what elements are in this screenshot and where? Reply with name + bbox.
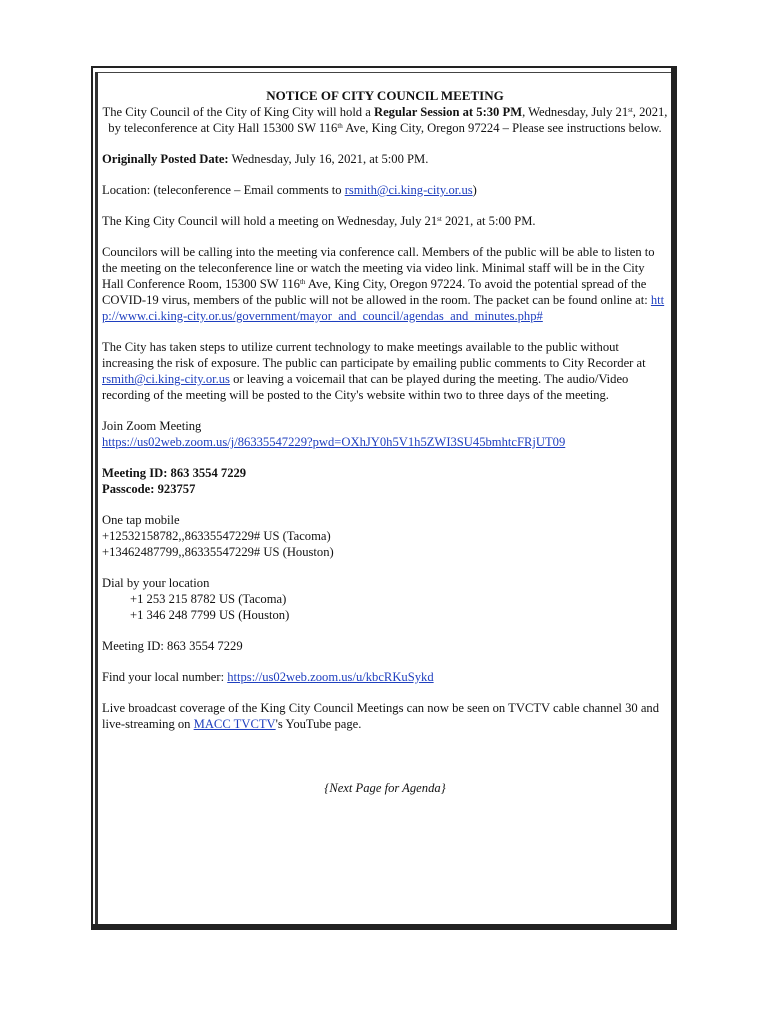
one-tap-label: One tap mobile	[102, 513, 180, 527]
zoom-passcode: Passcode: 923757	[102, 482, 196, 496]
agenda-packet-link[interactable]: http://www.ci.king-city.or.us/government/mayor_and_council/agendas_and_minutes.php#	[102, 293, 665, 323]
zoom-meeting-link[interactable]: https://us02web.zoom.us/j/86335547229?pwd=OXhJY0h5V1h5ZWI3SU45bmhtcFRjUT09	[102, 435, 566, 449]
border-shade-right	[671, 68, 676, 928]
intro-text-1: The City Council of the City of King City will hold a	[102, 105, 374, 119]
councilors-paragraph	[102, 244, 668, 324]
intro-text-2: , Wednesday, July 21	[522, 105, 629, 119]
intro-text-3: , 2021, by teleconference at City Hall 15300 SW 116	[108, 105, 668, 135]
macc-tvctv-link[interactable]: MACC TVCTV	[193, 717, 276, 731]
councilors-sup: th	[299, 278, 306, 286]
local-number-label: Find your local number:	[102, 670, 228, 684]
meeting-line-text: The King City Council will hold a meeting on Wednesday, July 21	[102, 214, 438, 228]
notice-content	[102, 88, 668, 796]
location-email-link[interactable]: rsmith@ci.king-city.or.us	[344, 183, 473, 197]
zoom-meeting-id: Meeting ID: 863 3554 7229	[102, 466, 247, 480]
councilors-text-2: Ave, King City, Oregon 97224. To avoid the potential spread of the COVID-19 virus, members of the public will not be allowed in the room. The packet can be found online at:	[102, 277, 651, 307]
technology-paragraph	[102, 339, 668, 403]
intro-sup-1: st	[628, 106, 633, 114]
intro-text-4: Ave, King City, Oregon 97224 – Please see instructions below.	[342, 121, 662, 135]
border-shade-bottom	[93, 924, 676, 929]
dial-tacoma: +1 253 215 8782 US (Tacoma)	[130, 592, 287, 606]
meeting-line	[102, 213, 668, 229]
one-tap-houston: +13462487799,,86335547229# US (Houston)	[102, 545, 334, 559]
location-line	[102, 182, 668, 198]
councilors-text-1: Councilors will be calling into the meeting via conference call. Members of the public will be able to listen to the meeting on the teleconference line or watch the meeting via video link. Minimal staff will be in the City Hall Conference Room, 15300 SW 116	[102, 245, 655, 291]
location-close: )	[472, 183, 477, 197]
meeting-line-end: 2021, at 5:00 PM.	[441, 214, 536, 228]
next-page-note: {Next Page for Agenda}	[324, 781, 446, 795]
broadcast-text-1: Live broadcast coverage of the King City Council Meetings can now be seen on TVCTV cable channel 30 and live-streaming on	[102, 701, 659, 731]
intro-paragraph	[102, 104, 668, 136]
notice-title: NOTICE OF CITY COUNCIL MEETING	[266, 88, 504, 103]
local-number-link[interactable]: https://us02web.zoom.us/u/kbcRKuSykd	[227, 670, 434, 684]
broadcast-paragraph	[102, 700, 668, 732]
location-text: Location: (teleconference – Email comments to	[102, 183, 345, 197]
zoom-label: Join Zoom Meeting	[102, 419, 202, 433]
technology-text-1: The City has taken steps to utilize current technology to make meetings available to the public without increasing the risk of exposure. The public can participate by emailing public comments to City Recorder at	[102, 340, 646, 370]
local-number-line	[102, 669, 668, 685]
meeting-line-sup: st	[437, 215, 442, 223]
intro-sup-2: th	[337, 122, 343, 130]
posted-date-value: Wednesday, July 16, 2021, at 5:00 PM.	[228, 152, 429, 166]
recorder-email-link[interactable]: rsmith@ci.king-city.or.us	[102, 372, 230, 386]
technology-text-2: or leaving a voicemail that can be played during the meeting. The audio/Video recording of the meeting will be posted to the City's website within two to three days of the meeting.	[102, 372, 629, 402]
border-shade-left	[95, 72, 98, 924]
broadcast-text-2: 's YouTube page.	[275, 717, 362, 731]
intro-session-time: Regular Session at 5:30 PM	[374, 105, 523, 119]
dial-houston: +1 346 248 7799 US (Houston)	[130, 608, 290, 622]
dial-label: Dial by your location	[102, 576, 210, 590]
one-tap-tacoma: +12532158782,,86335547229# US (Tacoma)	[102, 529, 331, 543]
posted-date	[102, 151, 668, 167]
meeting-id-plain: Meeting ID: 863 3554 7229	[102, 639, 243, 653]
posted-date-label: Originally Posted Date:	[102, 152, 229, 166]
